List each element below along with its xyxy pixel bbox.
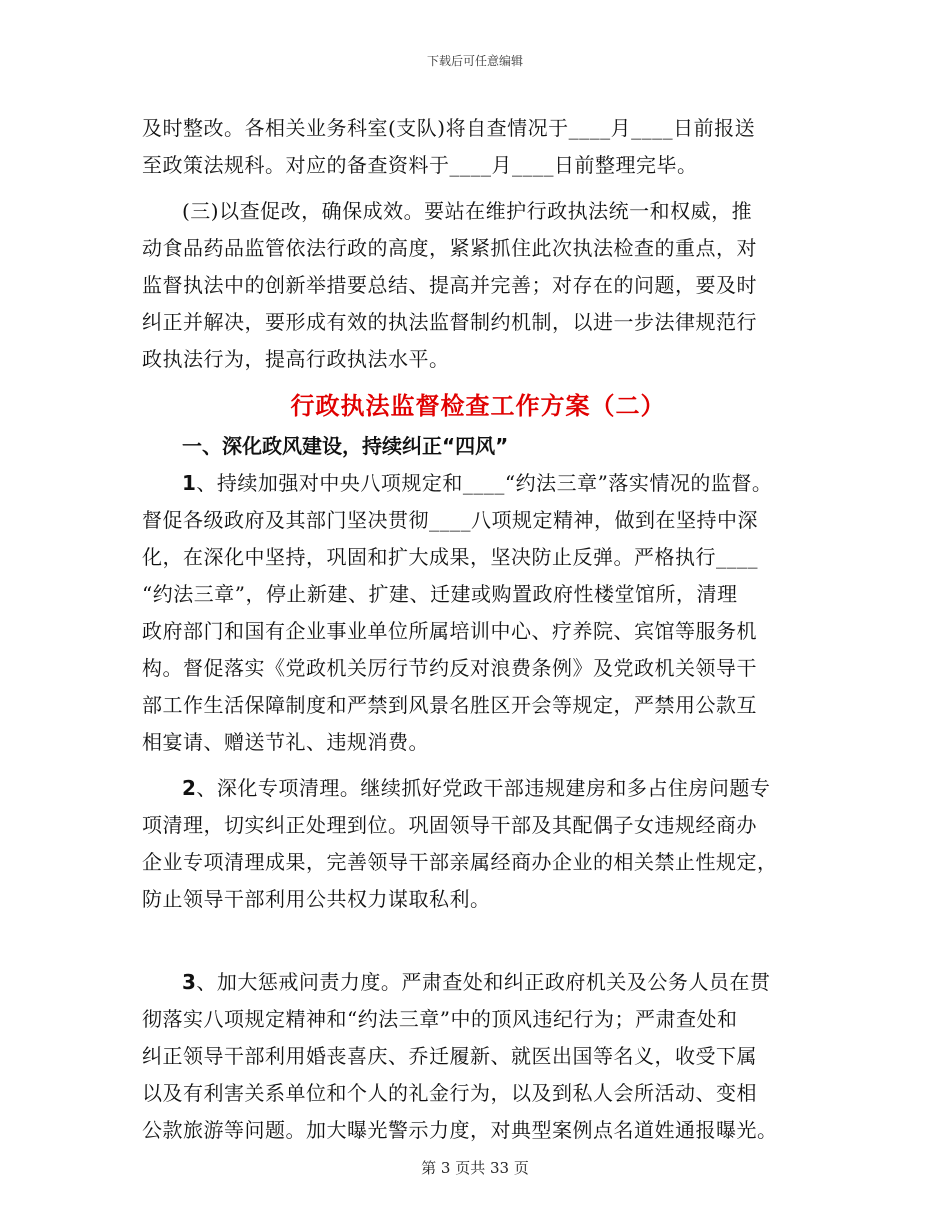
text-line: 至政策法规科。对应的备查资料于____月____日前整理完毕。 [142, 153, 698, 177]
list-item-2 [142, 770, 814, 955]
text-line: (三)以查促改，确保成效。要站在维护行政执法统一和权威，推 [182, 199, 753, 223]
item-text: 、持续加强对中央八项规定和____“约法三章”落实情况的监督。 [196, 471, 773, 495]
text-line [142, 770, 814, 807]
section-heading: 一、深化政风建设，持续纠正“四风” [182, 434, 509, 458]
text-line: 相宴请、赠送节礼、违规消费。 [142, 730, 429, 754]
item-text: 、加大惩戒问责力度。严肃查处和纠正政府机关及公务人员在贯 [196, 970, 771, 994]
text-line: 纠正并解决，要形成有效的执法监督制约机制，以进一步法律规范行 [142, 310, 757, 334]
item-number: 1 [182, 471, 197, 495]
text-line: 企业专项清理成果，完善领导干部亲属经商办企业的相关禁止性规定， [142, 850, 778, 874]
text-line: 防止领导干部利用公共权力谋取私利。 [142, 887, 491, 911]
text-line: 督促各级政府及其部门坚决贯彻____八项规定精神，做到在坚持中深 [142, 508, 758, 532]
text-line: 及时整改。各相关业务科室(支队)将自查情况于____月____日前报送 [142, 116, 756, 140]
text-line: 部工作生活保障制度和严禁到风景名胜区开会等规定，严禁用公款互 [142, 693, 757, 717]
text-line: 彻落实八项规定精神和“约法三章”中的顶风违纪行为；严肃查处和 [142, 1007, 738, 1031]
document-body [142, 110, 814, 1149]
item-number: 2 [182, 776, 197, 800]
text-line: 公款旅游等问题。加大曝光警示力度，对典型案例点名道姓通报曝光。 [142, 1118, 778, 1142]
paragraph-three [142, 193, 814, 378]
list-item-3 [142, 964, 814, 1149]
page-footer: 第 3 页共 33 页 [421, 1159, 529, 1177]
text-line: 政府部门和国有企业事业单位所属培训中心、疗养院、宾馆等服务机 [142, 619, 757, 643]
text-line: 政执法行为，提高行政执法水平。 [142, 347, 450, 371]
item-text: 、深化专项清理。继续抓好党政干部违规建房和多占住房问题专 [196, 776, 771, 800]
text-line: 以及有利害关系单位和个人的礼金行为，以及到私人会所活动、变相 [142, 1081, 757, 1105]
text-line: “约法三章”，停止新建、扩建、迁建或购置政府性楼堂馆所，清理 [142, 582, 738, 606]
text-line: 项清理，切实纠正处理到位。巩固领导干部及其配偶子女违规经商办 [142, 813, 757, 837]
text-line [142, 918, 814, 955]
item-number: 3 [182, 970, 197, 994]
text-line: 纠正领导干部利用婚丧喜庆、乔迁履新、就医出国等名义，收受下属 [142, 1044, 757, 1068]
text-line: 构。督促落实《党政机关厉行节约反对浪费条例》及党政机关领导干 [142, 656, 757, 680]
text-line: 化，在深化中坚持，巩固和扩大成果，坚决防止反弹。严格执行____ [142, 545, 758, 569]
text-line: 监督执法中的创新举措要总结、提高并完善；对存在的问题，要及时 [142, 273, 757, 297]
text-line: 动食品药品监管依法行政的高度，紧紧抓住此次执法检查的重点，对 [142, 236, 757, 260]
text-line [142, 465, 814, 502]
page-header: 下载后可任意编辑 [426, 54, 523, 68]
paragraph-continuation [142, 110, 814, 184]
list-item-1 [142, 465, 814, 761]
document-title: 行政执法监督检查工作方案（二） [290, 392, 666, 420]
text-line [142, 964, 814, 1001]
